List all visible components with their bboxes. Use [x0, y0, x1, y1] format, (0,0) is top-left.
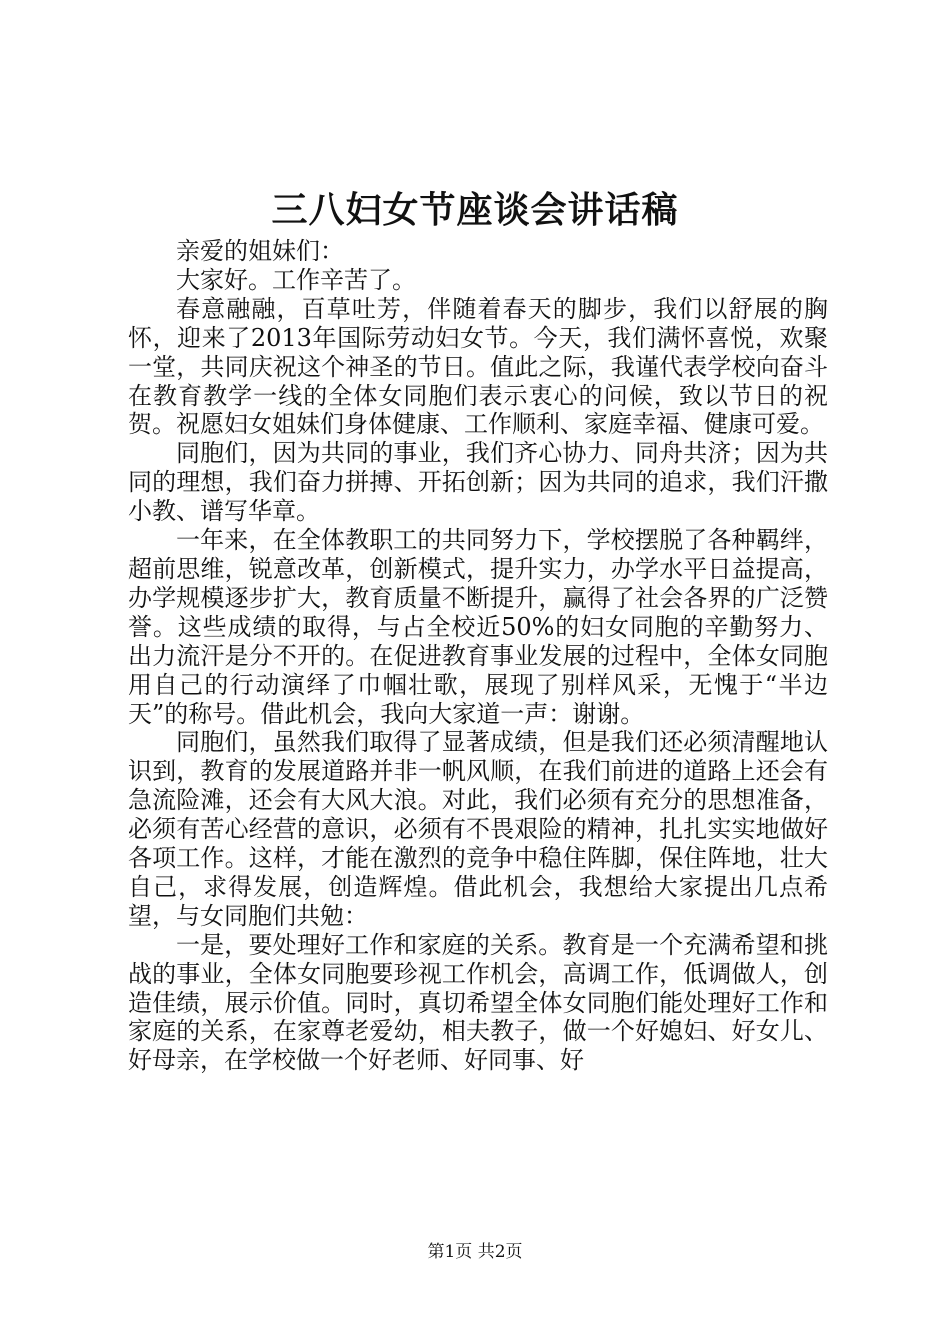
- greeting: 大家好。工作辛苦了。: [176, 265, 416, 294]
- document-title: 三八妇女节座谈会讲话稿: [271, 189, 679, 231]
- page-number-footer: 第1页 共2页: [427, 1242, 523, 1262]
- paragraph: 一年来，在全体教职工的共同努力下，学校摆脱了各种羁绊，超前思维，锐意改革，创新模式，提升实力，办学水平日益提高，办学规模逐步扩大，教育质量不断提升，赢得了社会各界的广泛赞誉。这些成绩的取得，与占全校近50%的妇女同胞的辛勤努力、出力流汗是分不开的。在促进教育事业发展的过程中，全体女同胞用自己的行动演绎了巾帼壮歌，展现了别样风采，无愧于“半边天”的称号。借此机会，我向大家道一声：谢谢。: [128, 526, 828, 728]
- paragraph: 同胞们，虽然我们取得了显著成绩，但是我们还必须清醒地认识到，教育的发展道路并非一帆风顺，在我们前进的道路上还会有急流险滩，还会有大风大浪。对此，我们必须有充分的思想准备，必须有苦心经营的意识，必须有不畏艰险的精神，扎扎实实地做好各项工作。这样，才能在激烈的竞争中稳住阵脚，保住阵地，壮大自己，求得发展，创造辉煌。借此机会，我想给大家提出几点希望，与女同胞们共勉：: [128, 728, 828, 930]
- paragraph: 同胞们，因为共同的事业，我们齐心协力、同舟共济；因为共同的理想，我们奋力拼搏、开拓创新；因为共同的追求，我们汗撒小教、谱写华章。: [128, 439, 828, 526]
- document-body: [128, 237, 828, 1075]
- paragraph: 一是，要处理好工作和家庭的关系。教育是一个充满希望和挑战的事业，全体女同胞要珍视工作机会，高调工作，低调做人，创造佳绩，展示价值。同时，真切希望全体女同胞们能处理好工作和家庭的关系，在家尊老爱幼，相夫教子，做一个好媳妇、好女儿、好母亲，在学校做一个好老师、好同事、好: [128, 930, 828, 1075]
- salutation: 亲爱的姐妹们：: [176, 237, 344, 265]
- paragraph: 春意融融，百草吐芳，伴随着春天的脚步，我们以舒展的胸怀，迎来了2013年国际劳动妇女节。今天，我们满怀喜悦，欢聚一堂，共同庆祝这个神圣的节日。值此之际，我谨代表学校向奋斗在教育教学一线的全体女同胞们表示衷心的问候，致以节日的祝贺。祝愿妇女姐妹们身体健康、工作顺利、家庭幸福、健康可爱。: [128, 294, 828, 439]
